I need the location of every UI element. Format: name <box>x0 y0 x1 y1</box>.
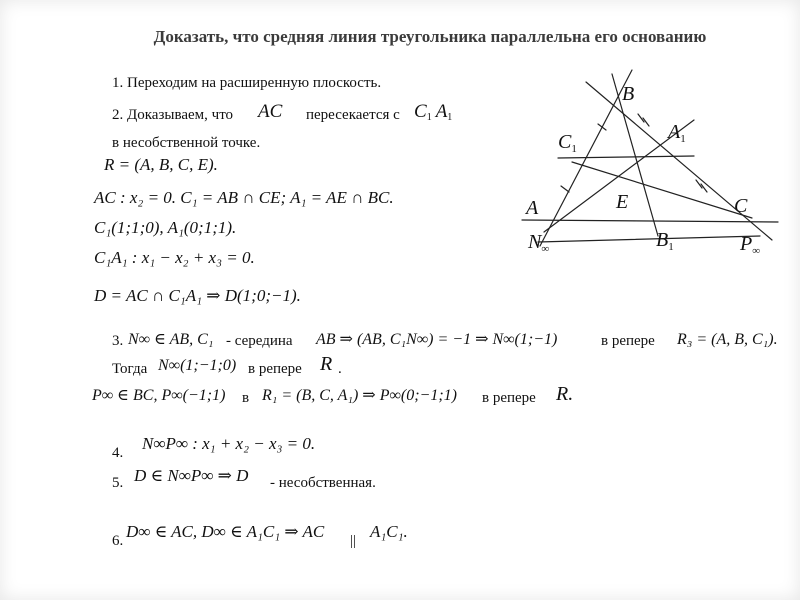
line-AC-eq: AC : x₂ = 0. C₁ = AB ∩ CE; A₁ = AE ∩ BC. <box>94 188 394 207</box>
then-dot: . <box>338 361 342 377</box>
tick-B-C1 <box>598 124 606 130</box>
step-3-formula-3: R₃ = (A, B, C₁). <box>677 331 778 348</box>
step-2-c1: C <box>414 101 427 122</box>
step-5-text: - несобственная. <box>270 475 376 491</box>
step-2-ac: AC <box>258 101 283 122</box>
label-A1-letter: A <box>668 121 681 143</box>
step-3-text-1: - середина <box>226 333 293 349</box>
step-2-prefix: 2. Доказываем, что <box>112 107 234 123</box>
then-word: Тогда <box>112 361 148 377</box>
pinf-text-1: в <box>242 390 250 406</box>
step-4-num: 4. <box>112 445 124 461</box>
step-4-formula: N∞P∞ : x₁ + x₂ − x₃ = 0. <box>142 434 316 453</box>
step-2-a1: A <box>435 101 448 122</box>
then-formula: N∞(1;−1;0) <box>158 357 237 374</box>
step-6-formula: D∞ ∈ AC, D∞ ∈ A₁C₁ ⇒ AC <box>126 522 325 541</box>
step-5-formula: D ∈ N∞P∞ ⇒ D <box>134 466 249 485</box>
label-B: B <box>622 83 635 105</box>
label-C1-sub: 1 <box>571 143 577 155</box>
pinf-text-2: в репере <box>482 390 536 406</box>
label-C: C <box>734 195 748 217</box>
label-B1-letter: B <box>656 229 669 251</box>
label-E: E <box>616 191 629 213</box>
line-C1-C <box>572 162 752 218</box>
line-C1A1-eq: C₁A₁ : x₁ − x₂ + x₃ = 0. <box>94 248 255 267</box>
label-Ninf-sub: ∞ <box>541 243 550 255</box>
point-D-def: D = AC ∩ C₁A₁ ⇒ D(1;0;−1). <box>94 286 301 305</box>
label-Ninf-letter: N <box>528 231 542 253</box>
label-B1 <box>656 229 674 253</box>
step-5-num: 5. <box>112 475 124 491</box>
pinf-R: R. <box>556 383 574 405</box>
then-R: R <box>320 353 333 375</box>
line-N-P <box>538 236 760 242</box>
step-3-num: 3. <box>112 333 124 349</box>
label-A1-sub: 1 <box>680 133 686 145</box>
label-A: A <box>526 197 539 219</box>
step-2-suffix: в несобственной точке. <box>112 135 261 151</box>
label-C1 <box>558 131 577 155</box>
tick-C1-A <box>561 186 569 192</box>
label-A1 <box>666 121 686 145</box>
label-B1-sub: 1 <box>668 241 674 253</box>
slide-title: Доказать, что средняя линия треугольника параллельна его основанию <box>153 27 707 46</box>
step-1: 1. Переходим на расширенную плоскость. <box>112 75 382 91</box>
step-3-formula-2: AB ⇒ (AB, C₁N∞) = −1 ⇒ N∞(1;−1) <box>316 331 558 348</box>
pinf-formula-1: P∞ ∈ BC, P∞(−1;1) <box>92 387 226 404</box>
step-3-text-2: в репере <box>601 333 655 349</box>
coords-C1-A1: C₁(1;1;0), A₁(0;1;1). <box>94 218 237 237</box>
step-6-num: 6. <box>112 533 124 549</box>
pinf-formula-2: R₁ = (B, C, A₁) ⇒ P∞(0;−1;1) <box>262 387 457 404</box>
step-2-a1-sub: 1 <box>447 112 453 123</box>
then-text: в репере <box>248 361 302 377</box>
frame-R: R = (A, B, C, E). <box>104 155 218 174</box>
label-Pinf-sub: ∞ <box>752 245 761 257</box>
step-2-c1-sub: 1 <box>426 112 432 123</box>
step-2-mid: пересекается с <box>306 107 400 123</box>
step-3-formula-1: N∞ ∈ AB, C₁ <box>128 331 214 348</box>
step-6-parallel: || <box>350 533 357 549</box>
label-C1-letter: C <box>558 131 572 153</box>
step-6-formula-2: A₁C₁. <box>370 522 408 541</box>
label-Pinf-letter: P <box>740 233 753 255</box>
